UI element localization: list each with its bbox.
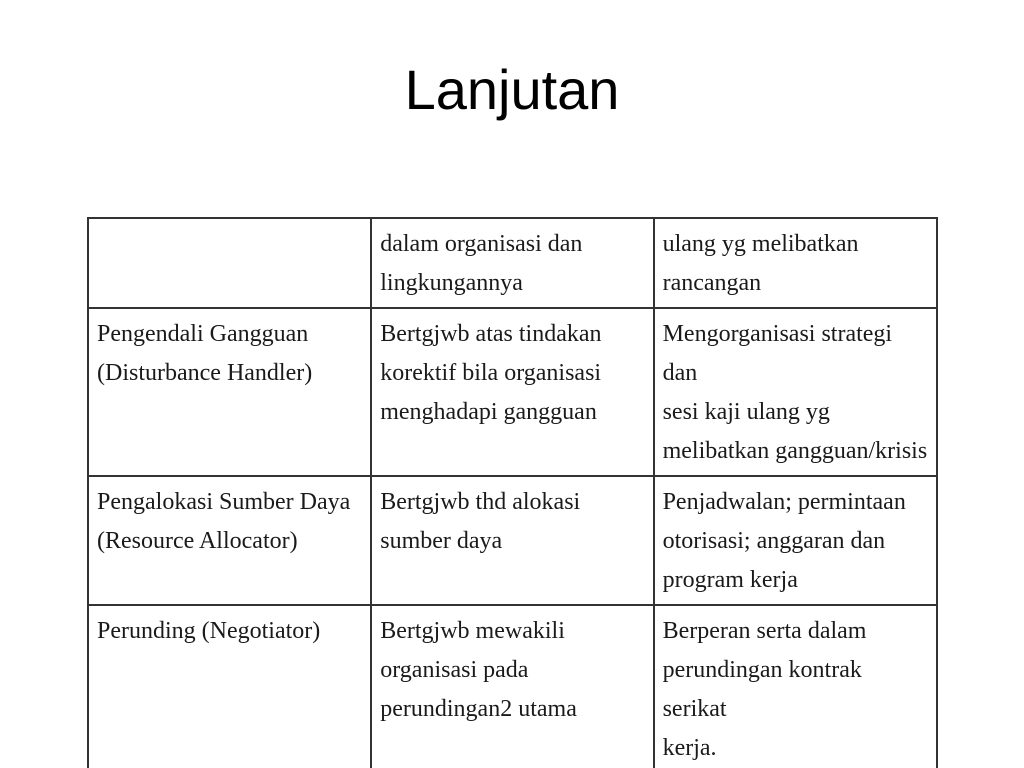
table-row <box>88 218 937 308</box>
description-cell: Bertgjwb mewakili organisasi pada perundingan2 utama <box>371 605 653 768</box>
role-cell: Pengalokasi Sumber Daya (Resource Allocator) <box>88 476 371 605</box>
roles-table <box>87 217 938 768</box>
description-cell: Bertgjwb atas tindakan korektif bila organisasi menghadapi gangguan <box>371 308 653 476</box>
table-row <box>88 476 937 605</box>
table-row <box>88 308 937 476</box>
role-cell <box>88 218 371 308</box>
description-cell: Bertgjwb thd alokasi sumber daya <box>371 476 653 605</box>
activities-cell: ulang yg melibatkan rancangan <box>654 218 937 308</box>
activities-cell: Berperan serta dalam perundingan kontrak serikat kerja. <box>654 605 937 768</box>
slide-title: Lanjutan <box>404 58 620 121</box>
activities-cell: Penjadwalan; permintaan otorisasi; anggaran dan program kerja <box>654 476 937 605</box>
activities-cell: Mengorganisasi strategi dan sesi kaji ulang yg melibatkan gangguan/krisis <box>654 308 937 476</box>
description-cell: dalam organisasi dan lingkungannya <box>371 218 653 308</box>
role-cell: Pengendali Gangguan (Disturbance Handler) <box>88 308 371 476</box>
table-row <box>88 605 937 768</box>
role-cell: Perunding (Negotiator) <box>88 605 371 768</box>
